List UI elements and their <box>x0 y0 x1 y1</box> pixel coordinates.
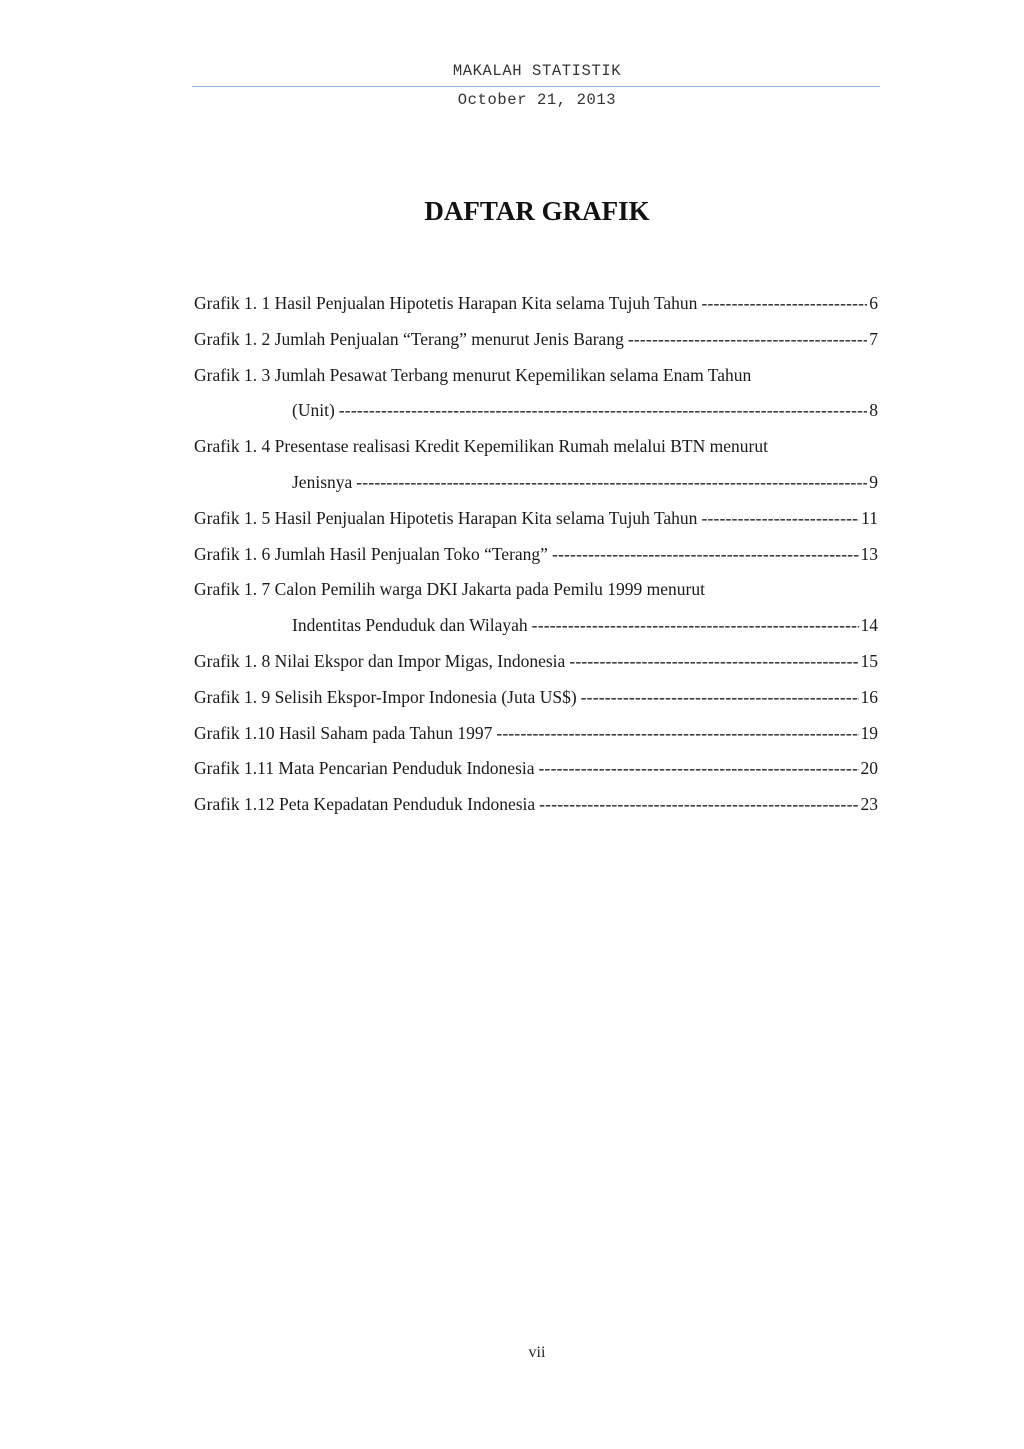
header-divider <box>192 86 880 87</box>
toc-dot-leader <box>356 465 867 501</box>
toc-entry-title: Grafik 1. 6 Jumlah Hasil Penjualan Toko “Terang” <box>194 543 548 564</box>
toc-entry-title: Grafik 1. 5 Hasil Penjualan Hipotetis Harapan Kita selama Tujuh Tahun <box>194 507 698 528</box>
toc-page-number: 6 <box>869 293 878 313</box>
document-title: MAKALAH STATISTIK <box>452 62 622 80</box>
toc-entry[interactable] <box>194 644 878 680</box>
toc-page-number: 9 <box>869 471 878 492</box>
toc-entry-title: Grafik 1.10 Hasil Saham pada Tahun 1997 <box>194 722 493 743</box>
toc-entry-continuation[interactable] <box>194 393 878 429</box>
toc-entry-title: Grafik 1. 8 Nilai Ekspor dan Impor Migas, Indonesia <box>194 650 566 671</box>
toc-entry-title: Grafik 1. 2 Jumlah Penjualan “Terang” menurut Jenis Barang <box>194 328 624 349</box>
toc-entry[interactable] <box>194 716 878 752</box>
toc-entry-continuation[interactable] <box>194 465 878 501</box>
toc-entry[interactable] <box>194 751 878 787</box>
toc-dot-leader <box>552 537 859 573</box>
toc-entry-title: (Unit) <box>292 400 335 421</box>
toc-page-number: 15 <box>860 650 878 671</box>
toc-entry[interactable] <box>194 572 878 608</box>
toc-entry-title: Grafik 1. 7 Calon Pemilih warga DKI Jakarta pada Pemilu 1999 menurut <box>194 579 705 600</box>
toc-entry-title: Grafik 1. 4 Presentase realisasi Kredit Kepemilikan Rumah melalui BTN menurut <box>194 436 768 457</box>
toc-page-number: 23 <box>860 794 878 815</box>
toc-entry[interactable] <box>194 322 878 358</box>
toc-dot-leader <box>701 501 859 537</box>
toc-entry[interactable] <box>194 680 878 716</box>
toc-entry-title: Jenisnya <box>292 471 353 492</box>
toc-entry-continuation[interactable] <box>194 608 878 644</box>
toc-entry[interactable] <box>194 429 878 465</box>
toc-page-number: 14 <box>860 615 878 636</box>
list-of-figures <box>194 286 878 823</box>
toc-entry-title: Grafik 1. 1 Hasil Penjualan Hipotetis Harapan Kita selama Tujuh Tahun <box>194 293 698 313</box>
toc-entry[interactable] <box>194 358 878 394</box>
toc-entry[interactable] <box>194 501 878 537</box>
toc-dot-leader <box>701 286 867 322</box>
toc-dot-leader <box>569 644 858 680</box>
toc-dot-leader <box>581 680 859 716</box>
toc-entry[interactable] <box>194 286 878 322</box>
toc-page-number: 20 <box>860 758 878 779</box>
toc-dot-leader <box>539 751 859 787</box>
toc-entry[interactable] <box>194 537 878 573</box>
document-date: October 21, 2013 <box>457 91 617 109</box>
toc-entry-title: Grafik 1. 3 Jumlah Pesawat Terbang menurut Kepemilikan selama Enam Tahun <box>194 364 752 385</box>
toc-entry[interactable] <box>194 787 878 823</box>
toc-page-number: 19 <box>860 722 878 743</box>
toc-entry-title: Grafik 1. 9 Selisih Ekspor-Impor Indonesia (Juta US$) <box>194 686 577 707</box>
toc-entry-title: Indentitas Penduduk dan Wilayah <box>292 615 528 636</box>
toc-page-number: 7 <box>869 328 878 349</box>
toc-page-number: 16 <box>860 686 878 707</box>
toc-entry-title: Grafik 1.12 Peta Kepadatan Penduduk Indonesia <box>194 794 536 815</box>
toc-dot-leader <box>539 787 858 823</box>
toc-page-number: 13 <box>860 543 878 564</box>
toc-page-number: 11 <box>861 507 878 528</box>
toc-dot-leader <box>532 608 859 644</box>
toc-dot-leader <box>339 393 867 429</box>
toc-entry-title: Grafik 1.11 Mata Pencarian Penduduk Indonesia <box>194 758 535 779</box>
toc-dot-leader <box>496 716 858 752</box>
page-title: DAFTAR GRAFIK <box>424 196 650 226</box>
toc-page-number: 8 <box>869 400 878 421</box>
page-number: vii <box>528 1344 546 1361</box>
toc-dot-leader <box>628 322 867 358</box>
